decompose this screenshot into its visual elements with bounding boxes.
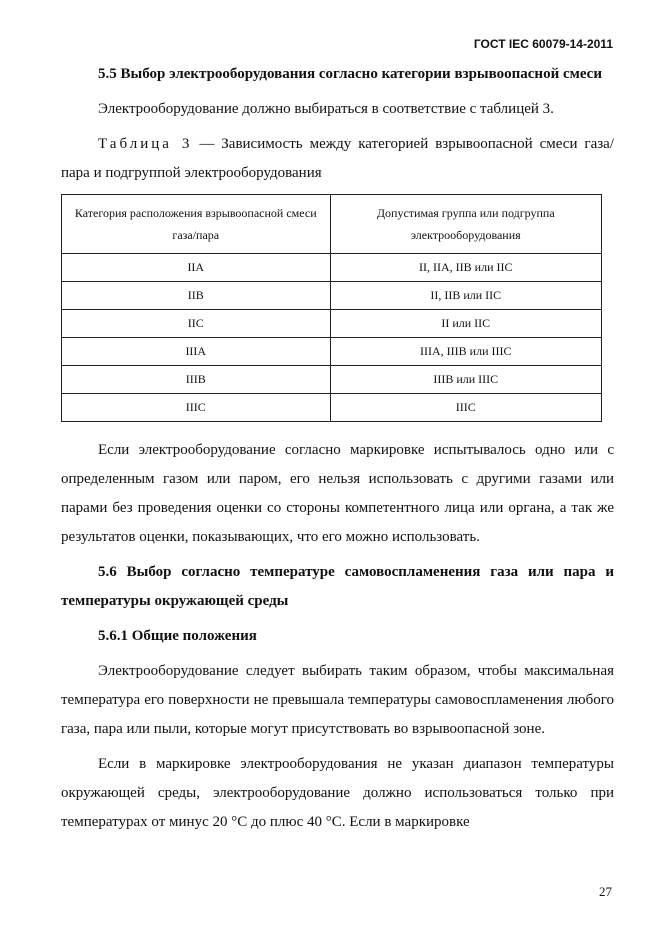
table-cell-category: IIA bbox=[62, 254, 331, 282]
table-row bbox=[62, 254, 602, 282]
table-cell-group: IIIA, IIIB или IIIC bbox=[330, 338, 601, 366]
table-caption bbox=[61, 130, 614, 188]
section-5-6-1-heading: 5.6.1 Общие положения bbox=[98, 628, 257, 644]
table-row bbox=[62, 394, 602, 422]
section-5-6-heading: 5.6 Выбор согласно температуре самовоспламенения газа или пара и температуры окружающей среды bbox=[61, 564, 614, 609]
table-row bbox=[62, 338, 602, 366]
table-header-row bbox=[62, 195, 602, 254]
table-cell-group: II, IIA, IIB или IIC bbox=[330, 254, 601, 282]
table-cell-group: IIIB или IIIC bbox=[330, 366, 601, 394]
table-cell-group: IIIC bbox=[330, 394, 601, 422]
table-cell-category: IIB bbox=[62, 282, 331, 310]
table-caption-label: Таблица 3 bbox=[98, 136, 193, 152]
table-cell-category: IIIC bbox=[62, 394, 331, 422]
document-header: ГОСТ IEC 60079-14-2011 bbox=[473, 37, 613, 51]
page-number: 27 bbox=[599, 884, 612, 899]
table-cell-group: II, IIB или IIC bbox=[330, 282, 601, 310]
table-cell-category: IIIA bbox=[62, 338, 331, 366]
paragraph-4: Если в маркировке электрооборудования не указан диапазон температуры окружающей среды, электрооборудование должно использоваться только при температурах от минус 20 °С до плюс 40 °С. Если в маркировке bbox=[61, 756, 614, 830]
paragraph-1: Электрооборудование должно выбираться в соответствие с таблицей 3. bbox=[98, 101, 554, 117]
table-row bbox=[62, 310, 602, 338]
paragraph-2: Если электрооборудование согласно маркировке испытывалось одно или с определенным газом или паром, его нельзя использовать с другими газами или парами без проведения оценки со стороны компетентного лица или органа, а так же результатов оценки, показывающих, что его можно использовать. bbox=[61, 442, 614, 545]
table-caption-text: — Зависимость между категорией взрывоопасной смеси газа/пара и подгруппой электрооборудования bbox=[61, 136, 614, 181]
category-table bbox=[61, 194, 602, 422]
paragraph-3: Электрооборудование следует выбирать таким образом, чтобы максимальная температура его поверхности не превышала температуры самовоспламенения любого газа, пара или пыли, которые могут присутствовать во взрывоопасной зоне. bbox=[61, 663, 614, 737]
section-5-5-heading: 5.5 Выбор электрооборудования согласно категории взрывоопасной смеси bbox=[98, 66, 602, 82]
table-header-category: Категория расположения взрывоопасной смеси газа/пара bbox=[62, 195, 331, 254]
table-header-group: Допустимая группа или подгруппа электрооборудования bbox=[330, 195, 601, 254]
page-content bbox=[61, 60, 614, 837]
table-cell-category: IIC bbox=[62, 310, 331, 338]
table-row bbox=[62, 366, 602, 394]
table-cell-category: IIIB bbox=[62, 366, 331, 394]
table-row bbox=[62, 282, 602, 310]
table-cell-group: II или IIC bbox=[330, 310, 601, 338]
